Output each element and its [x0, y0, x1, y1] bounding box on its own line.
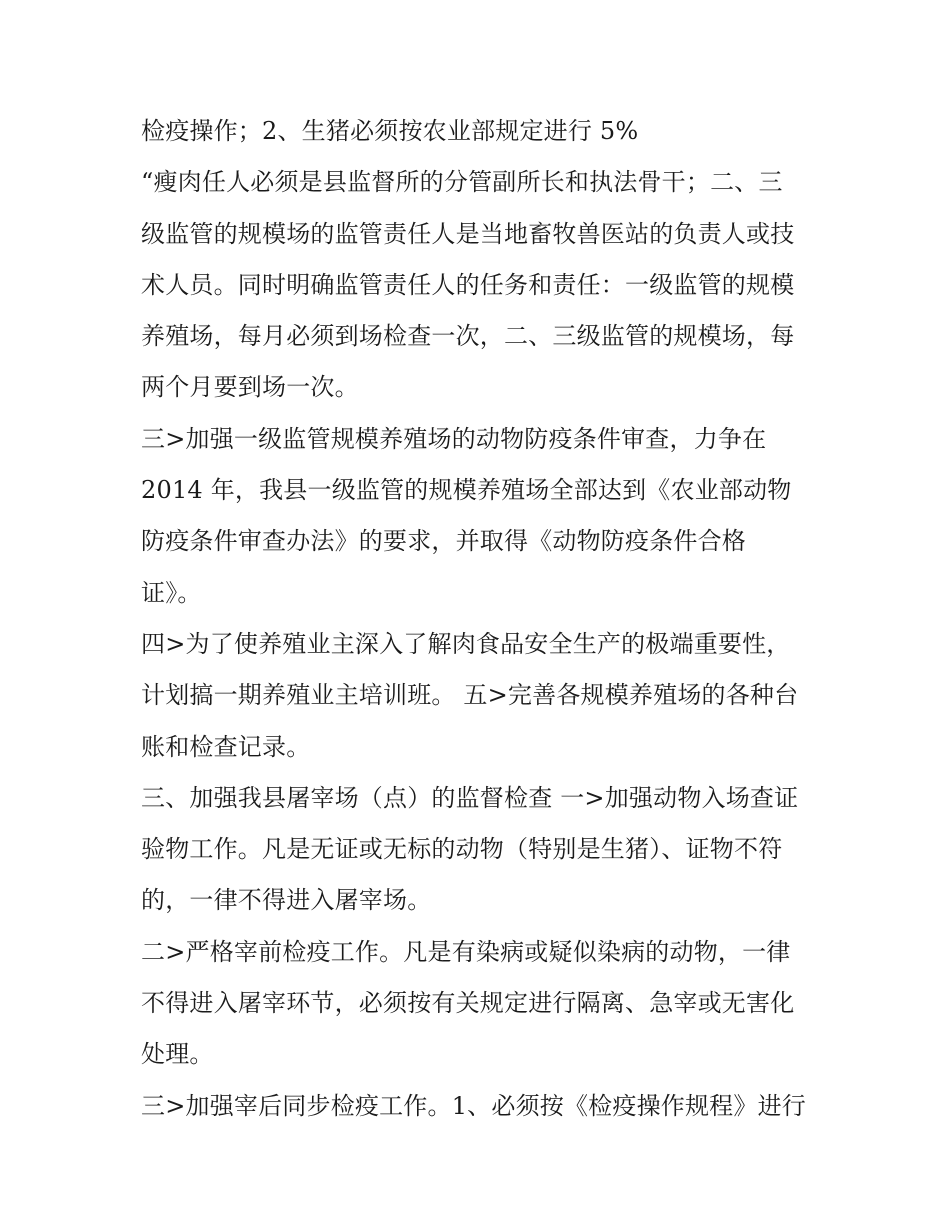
- text-line: 2014 年，我县一级监管的规模养殖场全部达到《农业部动物: [141, 476, 792, 505]
- document-body: [141, 110, 821, 1136]
- text-line: 养殖场，每月必须到场检查一次，二、三级监管的规模场，每: [141, 322, 795, 351]
- text-line: 三>加强一级监管规模养殖场的动物防疫条件审查，力争在: [141, 424, 767, 453]
- text-line: “瘦肉任人必须是县监督所的分管副所长和执法骨干；二、三: [141, 168, 783, 197]
- text-line: 三>加强宰后同步检疫工作。1、必须按《检疫操作规程》进行: [141, 1091, 806, 1120]
- text-line: 证》。: [141, 578, 202, 607]
- text-line: 账和检查记录。: [141, 732, 311, 761]
- text-line: 三、加强我县屠宰场（点）的监督检查 一>加强动物入场查证: [141, 783, 799, 812]
- text-line: 不得进入屠宰环节，必须按有关规定进行隔离、急宰或无害化: [141, 989, 795, 1018]
- text-line: 防疫条件审查办法》的要求，并取得《动物防疫条件合格: [141, 527, 746, 556]
- text-line: 处理。: [141, 1040, 214, 1069]
- text-line: 术人员。同时明确监管责任人的任务和责任：一级监管的规模: [141, 270, 795, 299]
- text-line: 两个月要到场一次。: [141, 373, 359, 402]
- text-line: 检疫操作；2、生猪必须按农业部规定进行 5%: [141, 117, 639, 145]
- text-line: 的，一律不得进入屠宰场。: [141, 886, 432, 915]
- text-line: 计划搞一期养殖业主培训班。 五>完善各规模养殖场的各种台: [141, 681, 799, 710]
- text-line: 四>为了使养殖业主深入了解肉食品安全生产的极端重要性，: [141, 629, 791, 658]
- text-line: 二>严格宰前检疫工作。凡是有染病或疑似染病的动物，一律: [141, 937, 791, 966]
- text-line: 验物工作。凡是无证或无标的动物（特别是生猪）、证物不符: [141, 835, 783, 864]
- text-line: 级监管的规模场的监管责任人是当地畜牧兽医站的负责人或技: [141, 219, 795, 248]
